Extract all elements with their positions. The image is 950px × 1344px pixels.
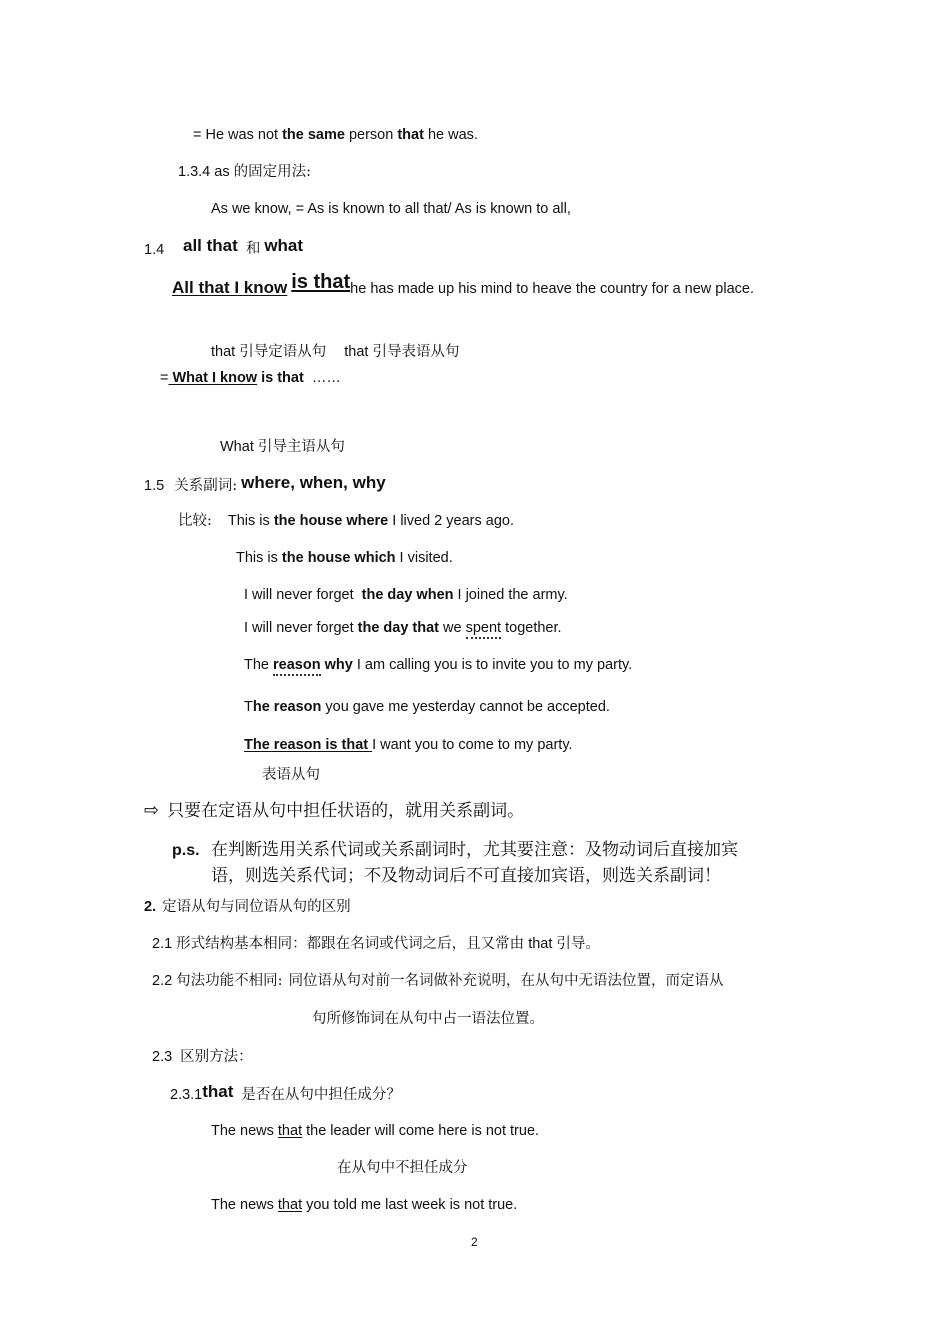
heading-1-4: [144, 237, 303, 256]
text-bold: he reason: [252, 699, 322, 715]
page-number: 2: [471, 1235, 478, 1249]
section-number: 2.1: [152, 936, 173, 952]
annotation-predicative-clause: 表语从句: [262, 767, 320, 783]
rule-line: [144, 801, 524, 821]
heading-text: 和: [245, 241, 261, 257]
text: I will never forget: [244, 587, 358, 603]
line-reason-why: [244, 656, 632, 674]
heading-term: that: [202, 1082, 234, 1101]
rule-text: 只要在定语从句中担任状语的，就用关系副词。: [167, 801, 525, 821]
heading-2-3-1: [170, 1083, 401, 1102]
text-bold: why: [320, 657, 353, 673]
subject-underlined: All that I know: [172, 278, 288, 297]
section-number: 2.2: [152, 973, 173, 989]
line-compare-house-where: [178, 512, 514, 530]
note-text: 在判断选用关系代词或关系副词时，尤其要注意：及物动词后直接加宾: [211, 840, 738, 860]
line-house-which: [236, 549, 453, 567]
section-number: 1.3.4 as: [178, 164, 234, 180]
text: I lived 2 years ago.: [388, 513, 514, 529]
annotation: 引导表语从句: [372, 344, 460, 360]
text-bold: that: [397, 127, 424, 143]
heading-text: 区别方法：: [180, 1049, 253, 1065]
line-all-that-i-know: [172, 271, 754, 298]
label: 比较:: [178, 513, 212, 529]
subject-underlined: What I know: [168, 370, 258, 386]
annotation: 引导定语从句: [239, 344, 327, 360]
text: that: [344, 344, 373, 360]
text: he was.: [423, 127, 478, 143]
section-number: 1.5: [144, 478, 165, 494]
arrow-right-icon: ⇨: [144, 800, 160, 820]
text: What: [220, 439, 258, 455]
text: we: [439, 620, 466, 636]
dotted-word: reason: [273, 657, 321, 676]
line-annotation-what: [220, 438, 345, 456]
text: person: [344, 127, 398, 143]
text: together.: [501, 620, 562, 636]
line-day-when: [244, 586, 568, 604]
text: =: [160, 370, 169, 386]
line-2-1: [152, 935, 600, 953]
heading-text: 是否在从句中担任成分？: [241, 1087, 401, 1103]
text-bold: the same: [282, 127, 345, 143]
text: the leader will come here is not true.: [302, 1123, 540, 1139]
line-2-2: [152, 972, 724, 990]
heading-2-3: [152, 1048, 253, 1066]
text-bold: is that: [257, 370, 308, 386]
text-bold: the house which: [281, 550, 396, 566]
heading-text: 的固定用法:: [233, 164, 312, 180]
section-number: 2.3.1: [170, 1087, 203, 1103]
heading-term: all that: [183, 236, 238, 255]
line-day-that: [244, 619, 562, 637]
section-number: 1.4: [144, 242, 165, 258]
underlined-word: that: [277, 1197, 303, 1213]
text: The news: [211, 1197, 278, 1213]
text: I joined the army.: [453, 587, 568, 603]
text: T: [244, 699, 253, 715]
text: The: [244, 657, 274, 673]
underlined-phrase: The reason is that: [244, 737, 373, 753]
heading-1-3-4: [178, 163, 311, 181]
ps-note: [172, 838, 738, 890]
text: you told me last week is not true.: [302, 1197, 518, 1213]
text-bold: the house where: [273, 513, 389, 529]
text: This is: [227, 513, 274, 529]
heading-term: where, when, why: [241, 473, 386, 492]
text: The news: [211, 1123, 278, 1139]
text: I am calling you is to invite you to my party.: [352, 657, 633, 673]
line-reason-is-that: [244, 736, 573, 754]
note-text: 语，则选关系代词；不及物动词后不可直接加宾语，则选关系副词！: [211, 866, 721, 886]
section-number: 2.3: [152, 1049, 173, 1065]
text: 引导。: [556, 936, 600, 952]
text-bold: the day that: [357, 620, 440, 636]
text: 句法功能不相同:: [176, 973, 283, 989]
heading-1-5: [144, 474, 386, 493]
heading-text: 定语从句与同位语从句的区别: [162, 899, 351, 915]
text: This is: [236, 550, 282, 566]
line-same-person: [193, 126, 478, 144]
heading-term: what: [264, 236, 304, 255]
text: I visited.: [395, 550, 453, 566]
text: I want you to come to my party.: [372, 737, 573, 753]
annotation: 引导主语从句: [257, 439, 345, 455]
text: that: [211, 344, 240, 360]
section-number: 2.: [144, 899, 157, 915]
heading-text: 关系副词:: [174, 478, 238, 494]
line-news-leader: [211, 1122, 539, 1140]
text: I will never forget: [244, 620, 358, 636]
annotation-no-role: 在从句中不担任成分: [337, 1160, 468, 1176]
text-bold: the day when: [361, 587, 454, 603]
line-as-we-know: As we know, = As is known to all that/ As is known to all,: [211, 201, 571, 217]
line-2-2-cont: 句所修饰词在从句中占一语法位置。: [312, 1011, 544, 1027]
text: he has made up his mind to heave the country for a new place.: [350, 281, 754, 297]
line-news-told: [211, 1196, 517, 1214]
text: 同位语从句对前一名词做补充说明，在从句中无语法位置，而定语从: [288, 973, 724, 989]
heading-2: [144, 898, 351, 916]
line-what-i-know: [160, 369, 341, 387]
text: you gave me yesterday cannot be accepted.: [321, 699, 610, 715]
line-annotation-that: [211, 343, 459, 361]
text: 形式结构基本相同：都跟在名词或代词之后，且又常由: [176, 936, 525, 952]
underlined-word: that: [277, 1123, 303, 1139]
ps-label: p.s.: [172, 842, 200, 859]
is-that-underlined: is that: [291, 271, 351, 293]
dotted-word: spent: [466, 620, 501, 639]
line-the-reason: [244, 698, 610, 716]
text: = He was not: [193, 127, 283, 143]
text: that: [524, 936, 557, 952]
ellipsis: ……: [311, 370, 341, 386]
